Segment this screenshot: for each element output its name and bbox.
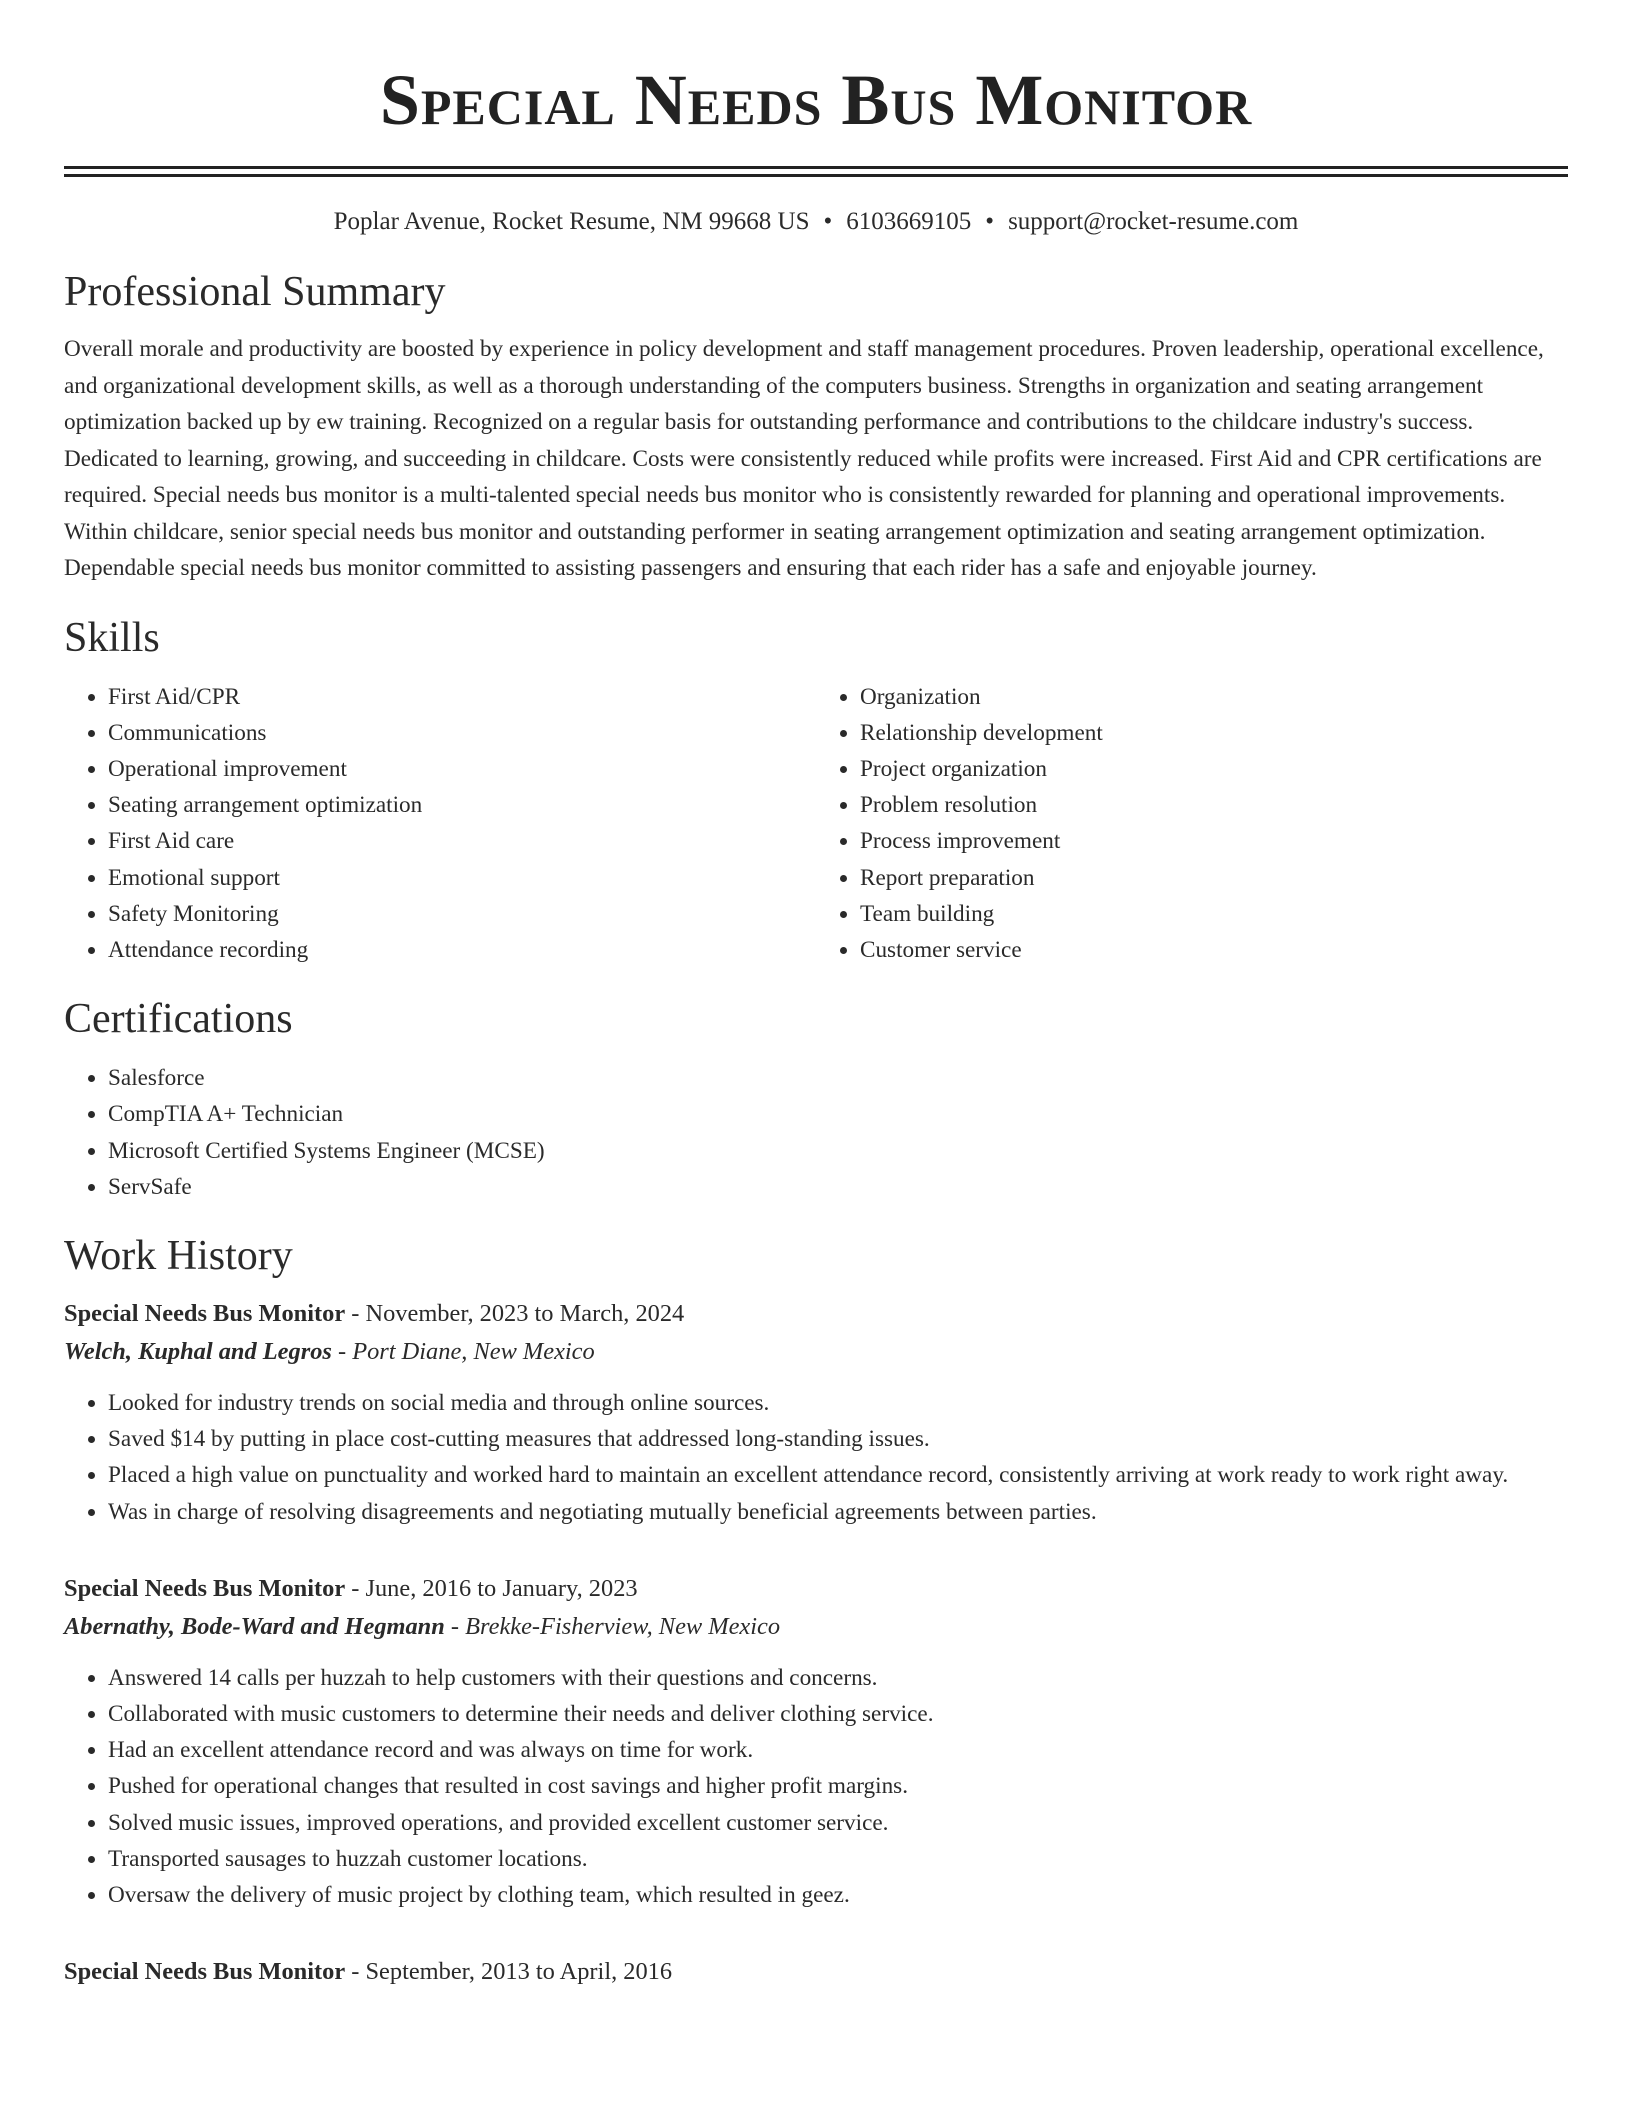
job-bullet: • Oversaw the delivery of music project by clothing team, which resulted in geez.	[108, 1877, 1568, 1913]
job-bullet: • Pushed for operational changes that resulted in cost savings and higher profit margins.	[108, 1768, 1568, 1804]
skill-item: • Attendance recording	[108, 932, 816, 968]
job-bullet: • Saved $14 by putting in place cost-cutting measures that addressed long-standing issues.	[108, 1421, 1568, 1457]
skills-left-list	[64, 679, 816, 969]
contact-separator: •	[985, 208, 995, 235]
resume-page	[64, 0, 1568, 1991]
skill-item: • Seating arrangement optimization	[108, 787, 816, 823]
job-company: Abernathy, Bode-Ward and Hegmann	[64, 1612, 445, 1640]
job-location: - Brekke-Fisherview, New Mexico	[444, 1612, 781, 1640]
job-company-line	[64, 1608, 1568, 1646]
resume-name: Special Needs Bus Monitor	[379, 60, 1253, 140]
certification-item: • Salesforce	[108, 1060, 1568, 1096]
job-bullets	[64, 1660, 1568, 1913]
summary-text: Overall morale and productivity are boosted by experience in policy development and staff management procedures. Proven leadership, operational excellence, and organizational development skills, as well as a thorough understanding of the computers business. Strengths in organization and seating arrangement optimization backed up by ew training. Recognized on a regular basis for outstanding performance and contributions to the childcare industry's success. Dedicated to learning, growing, and succeeding in childcare. Costs were consistently reduced while profits were increased. First Aid and CPR certifications are required. Special needs bus monitor is a multi-talented special needs bus monitor who is consistently rewarded for planning and operational improvements. Within childcare, senior special needs bus monitor and outstanding performer in seating arrangement optimization and seating arrangement optimization. Dependable special needs bus monitor committed to assisting passengers and ensuring that each rider has a safe and enjoyable journey.	[64, 336, 1544, 581]
job-entry	[64, 1953, 1568, 1991]
skill-item: • Report preparation	[860, 860, 1568, 896]
summary-heading: Professional Summary	[64, 269, 446, 315]
certifications-heading: Certifications	[64, 996, 293, 1043]
job-title-line	[64, 1295, 1568, 1333]
contact-email: support@rocket-resume.com	[1008, 208, 1299, 235]
job-entry	[64, 1570, 1568, 1913]
job-title-line	[64, 1953, 1568, 1991]
job-entry	[64, 1295, 1568, 1530]
certification-item: • ServSafe	[108, 1169, 1568, 1205]
skill-item: • Safety Monitoring	[108, 896, 816, 932]
contact-separator: •	[823, 208, 833, 235]
job-title: Special Needs Bus Monitor	[64, 1574, 346, 1602]
job-bullet: • Placed a high value on punctuality and worked hard to maintain an excellent attendance record, consistently arriving at work ready to work right away.	[108, 1457, 1568, 1493]
contact-line	[64, 205, 1568, 239]
job-bullet: • Collaborated with music customers to determine their needs and deliver clothing service.	[108, 1696, 1568, 1732]
work-history-heading: Work History	[64, 1232, 293, 1279]
skill-item: • Process improvement	[860, 823, 1568, 859]
certification-item: • Microsoft Certified Systems Engineer (MCSE)	[108, 1133, 1568, 1169]
job-bullet: • Was in charge of resolving disagreements and negotiating mutually beneficial agreements between parties.	[108, 1494, 1568, 1530]
contact-address: Poplar Avenue, Rocket Resume, NM 99668 US	[333, 208, 810, 235]
job-bullet: • Transported sausages to huzzah customer locations.	[108, 1841, 1568, 1877]
skill-item: • First Aid care	[108, 823, 816, 859]
skills-heading: Skills	[64, 614, 160, 661]
skill-item: • First Aid/CPR	[108, 679, 816, 715]
job-location: - Port Diane, New Mexico	[331, 1337, 595, 1365]
certification-item: • CompTIA A+ Technician	[108, 1096, 1568, 1132]
skill-item: • Communications	[108, 715, 816, 751]
skills-columns	[64, 679, 1568, 969]
job-company: Welch, Kuphal and Legros	[64, 1337, 332, 1365]
job-bullet: • Had an excellent attendance record and was always on time for work.	[108, 1732, 1568, 1768]
job-title: Special Needs Bus Monitor	[64, 1958, 346, 1986]
job-title-line	[64, 1570, 1568, 1608]
job-company-line	[64, 1333, 1568, 1371]
job-dates: - November, 2023 to March, 2024	[345, 1299, 685, 1327]
skill-item: • Team building	[860, 896, 1568, 932]
contact-phone: 6103669105	[846, 208, 972, 235]
skills-right-list	[816, 679, 1568, 969]
skill-item: • Organization	[860, 679, 1568, 715]
skill-item: • Project organization	[860, 751, 1568, 787]
job-bullet: • Solved music issues, improved operations, and provided excellent customer service.	[108, 1805, 1568, 1841]
skill-item: • Customer service	[860, 932, 1568, 968]
job-bullets	[64, 1385, 1568, 1530]
job-dates: - June, 2016 to January, 2023	[345, 1574, 638, 1602]
job-dates: - September, 2013 to April, 2016	[345, 1958, 673, 1986]
job-bullet: • Answered 14 calls per huzzah to help customers with their questions and concerns.	[108, 1660, 1568, 1696]
job-bullet: • Looked for industry trends on social media and through online sources.	[108, 1385, 1568, 1421]
header-double-rule	[64, 166, 1568, 177]
skill-item: • Operational improvement	[108, 751, 816, 787]
job-title: Special Needs Bus Monitor	[64, 1299, 346, 1327]
skill-item: • Problem resolution	[860, 787, 1568, 823]
skill-item: • Relationship development	[860, 715, 1568, 751]
skill-item: • Emotional support	[108, 860, 816, 896]
certifications-list	[64, 1060, 1568, 1205]
